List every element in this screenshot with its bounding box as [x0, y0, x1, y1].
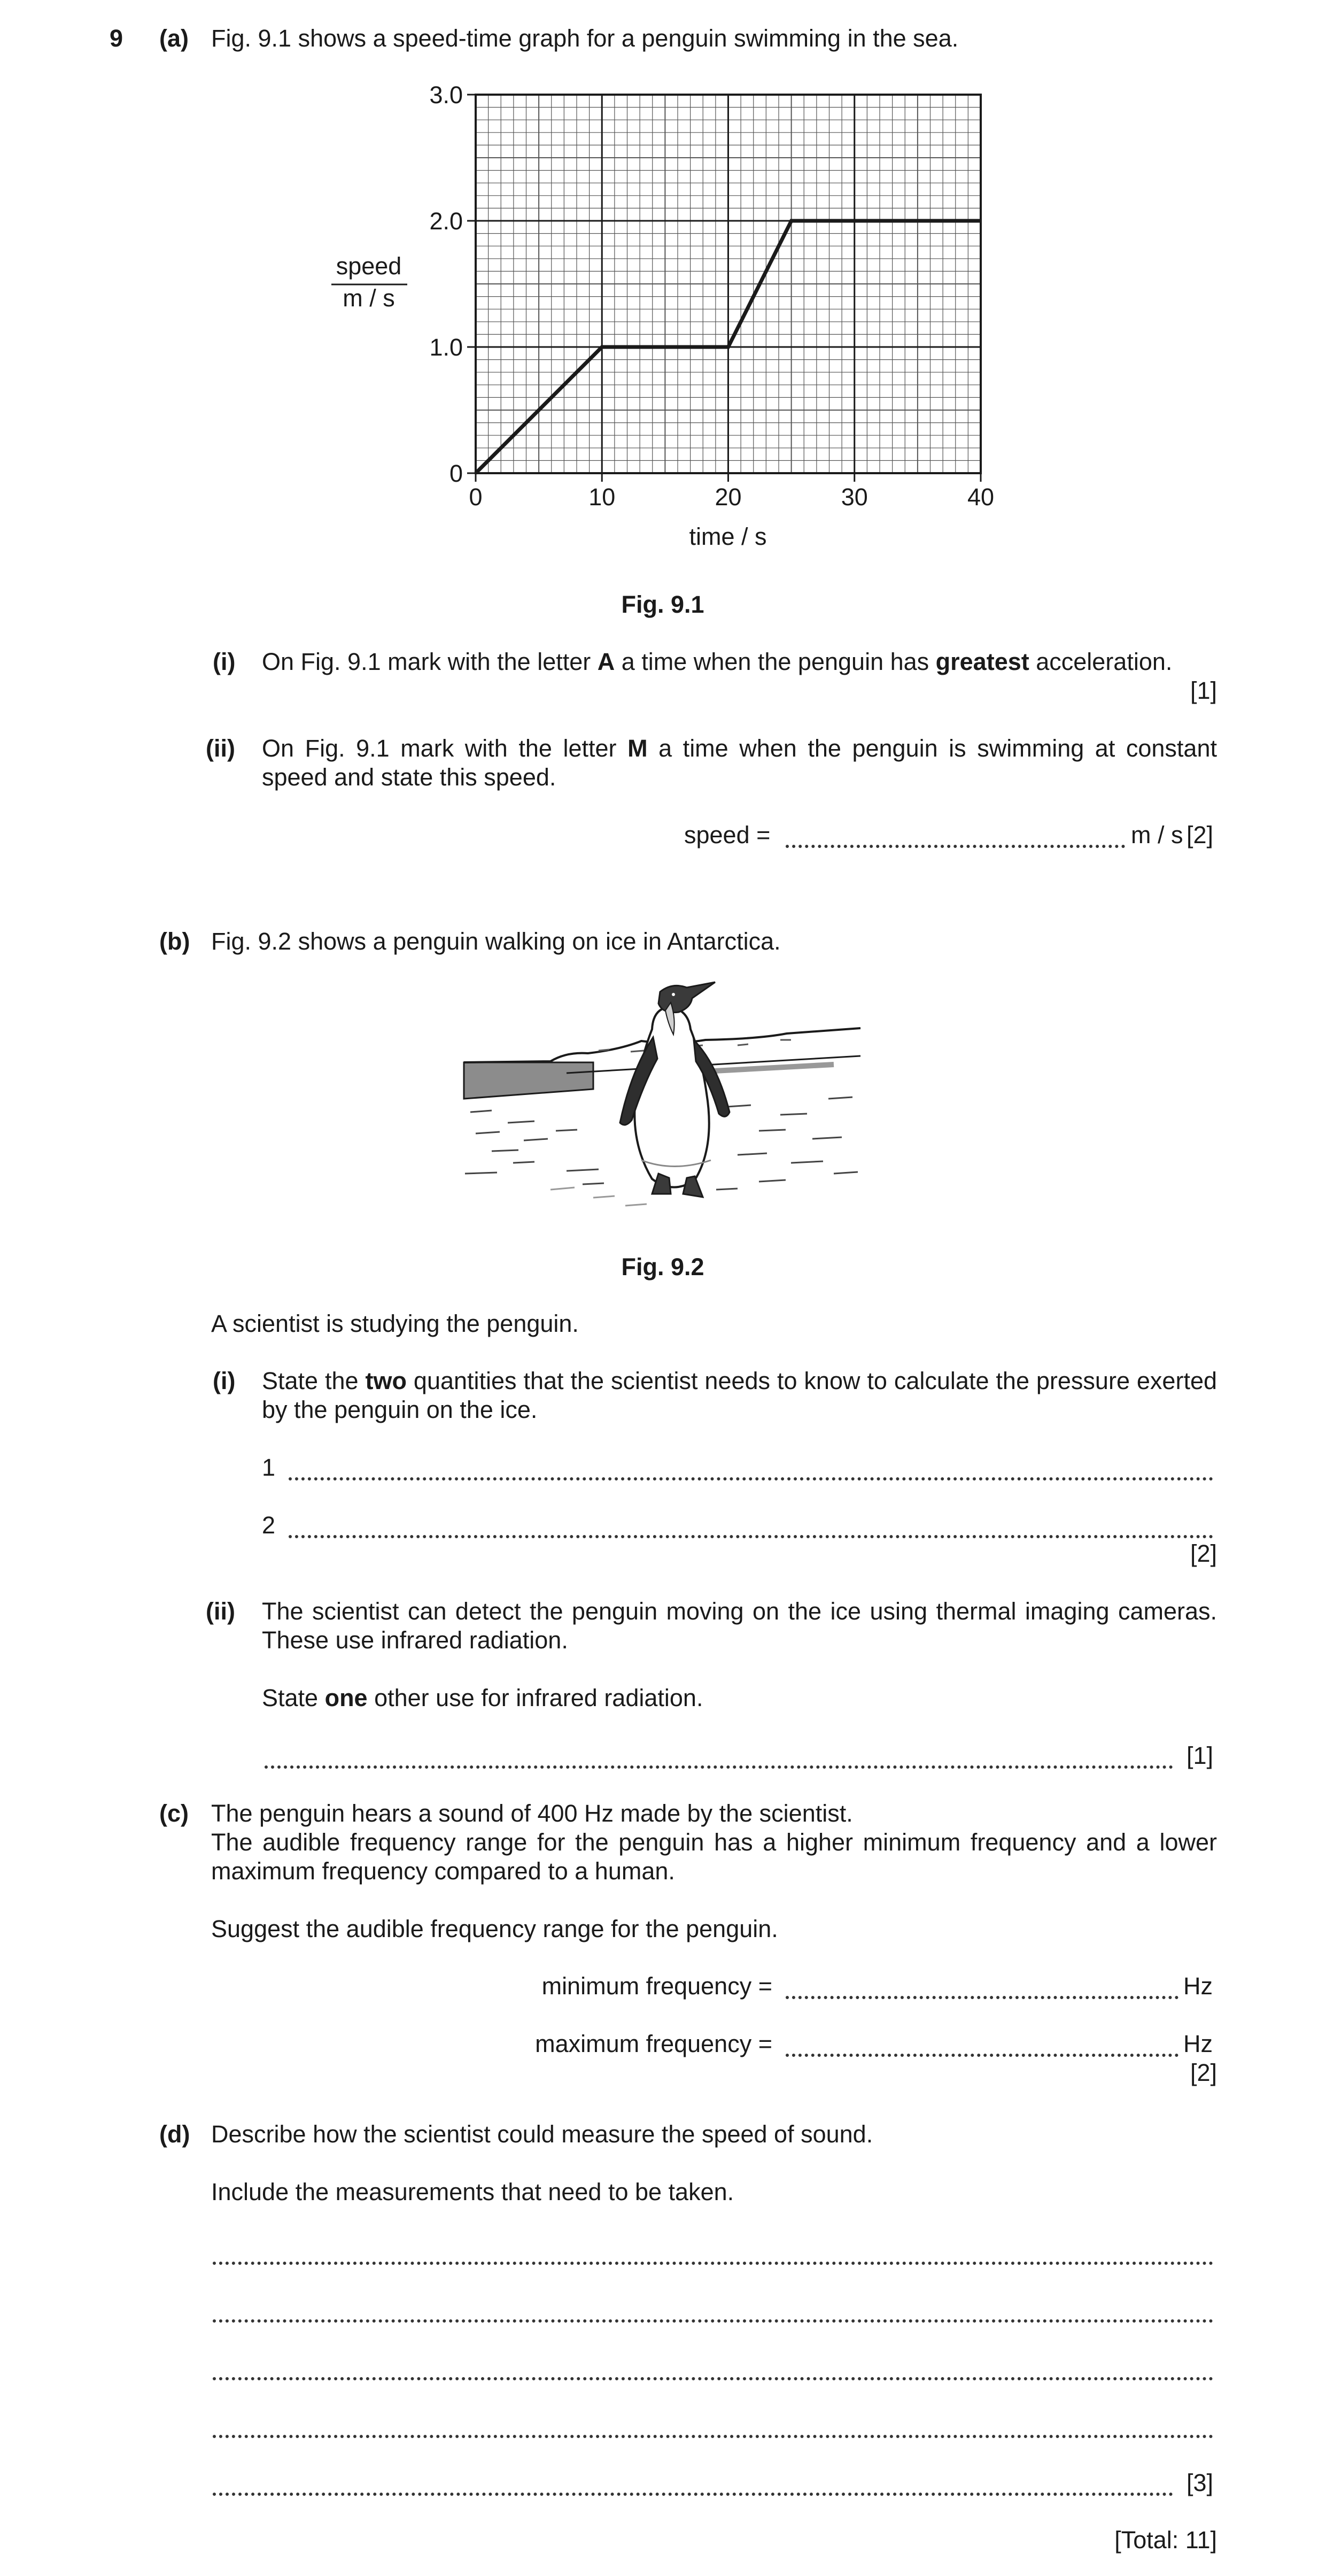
max-frequency-answer-line[interactable]: [786, 2054, 1178, 2057]
x-axis-label: time / s: [689, 523, 767, 550]
answer-line-2[interactable]: [289, 1535, 1213, 1538]
part-a-i-label: (i): [213, 648, 236, 675]
question-number: 9: [110, 25, 123, 52]
y-axis-label-bottom: m / s: [343, 284, 395, 312]
y-tick-label: 2.0: [429, 207, 463, 235]
y-tick-label: 0: [449, 460, 463, 487]
x-tick-label: 20: [715, 483, 742, 511]
part-d-answer-line-4[interactable]: [213, 2435, 1213, 2438]
part-a-label: (a): [159, 25, 189, 52]
y-axis-label-top: speed: [336, 252, 402, 280]
y-tick-label: 3.0: [429, 81, 463, 109]
part-a-intro: Fig. 9.1 shows a speed-time graph for a penguin swimming in the sea.: [211, 25, 959, 52]
part-b-i-text: State the two quantities that the scientist needs to know to calculate the pressure exerted by the penguin on the ice.: [262, 1367, 1217, 1423]
part-d-text: Describe how the scientist could measure the speed of sound.: [211, 2120, 873, 2148]
penguin-illustration: [460, 970, 866, 1216]
part-a-i-marks: [1]: [1190, 677, 1217, 704]
part-c-line-1: The penguin hears a sound of 400 Hz made by the scientist.: [211, 1800, 853, 1827]
part-a-ii-text: On Fig. 9.1 mark with the letter M a time when the penguin is swimming at constant speed and state this speed.: [262, 735, 1217, 791]
part-d-label: (d): [159, 2120, 190, 2148]
infrared-use-answer-line[interactable]: [265, 1765, 1173, 1769]
part-d-answer-line-3[interactable]: [213, 2377, 1213, 2380]
part-b-intro: Fig. 9.2 shows a penguin walking on ice in Antarctica.: [211, 928, 781, 955]
part-d-answer-line-1[interactable]: [213, 2262, 1213, 2265]
part-d-answer-line-2[interactable]: [213, 2319, 1213, 2323]
answer-line-1-number: 1: [262, 1454, 276, 1481]
part-d-marks: [3]: [1187, 2469, 1214, 2496]
max-frequency-unit: Hz: [1183, 2030, 1213, 2057]
speed-answer-unit: m / s: [1131, 821, 1183, 849]
x-tick-label: 10: [588, 483, 616, 511]
part-b-label: (b): [159, 928, 190, 955]
min-frequency-label: minimum frequency =: [541, 1972, 772, 2000]
min-frequency-unit: Hz: [1183, 1972, 1213, 2000]
x-tick-label: 30: [841, 483, 868, 511]
fig-9-1-caption: Fig. 9.1: [621, 591, 704, 618]
answer-line-2-number: 2: [262, 1511, 276, 1539]
y-axis-ticks: [429, 81, 476, 487]
part-d-answer-line-5[interactable]: [213, 2493, 1173, 2496]
part-c-line-2: The audible frequency range for the penguin has a higher minimum frequency and a lower maximum frequency compared to a human.: [211, 1829, 1217, 1885]
total-marks: [Total: 11]: [1114, 2526, 1217, 2554]
part-a-ii-marks: [2]: [1187, 821, 1214, 849]
part-b-i-marks: [2]: [1190, 1540, 1217, 1567]
speed-time-graph: [0, 0, 1326, 588]
max-frequency-label: maximum frequency =: [535, 2030, 772, 2057]
part-b-ii-prompt: State one other use for infrared radiation.: [262, 1684, 703, 1711]
speed-answer-line[interactable]: [786, 845, 1125, 848]
x-tick-label: 0: [469, 483, 483, 511]
speed-answer-label: speed =: [684, 821, 771, 849]
part-b-ii-label: (ii): [206, 1598, 235, 1625]
x-axis-ticks: [469, 473, 994, 511]
fig-9-2-caption: Fig. 9.2: [621, 1253, 704, 1281]
part-b-ii-marks: [1]: [1187, 1742, 1214, 1769]
min-frequency-answer-line[interactable]: [786, 1996, 1178, 1999]
part-b-context: A scientist is studying the penguin.: [211, 1310, 579, 1337]
y-tick-label: 1.0: [429, 334, 463, 361]
part-a-i-text: On Fig. 9.1 mark with the letter A a time when the penguin has greatest acceleration.: [262, 648, 1173, 675]
part-a-ii-label: (ii): [206, 735, 235, 762]
part-d-prompt: Include the measurements that need to be taken.: [211, 2178, 734, 2205]
part-c-label: (c): [159, 1800, 189, 1827]
part-c-marks: [2]: [1190, 2059, 1217, 2086]
x-tick-label: 40: [967, 483, 995, 511]
answer-line-1[interactable]: [289, 1477, 1213, 1480]
part-b-ii-text: The scientist can detect the penguin moving on the ice using thermal imaging cameras. These use infrared radiation.: [262, 1598, 1217, 1654]
part-c-prompt: Suggest the audible frequency range for the penguin.: [211, 1915, 778, 1942]
part-b-i-label: (i): [213, 1367, 236, 1394]
